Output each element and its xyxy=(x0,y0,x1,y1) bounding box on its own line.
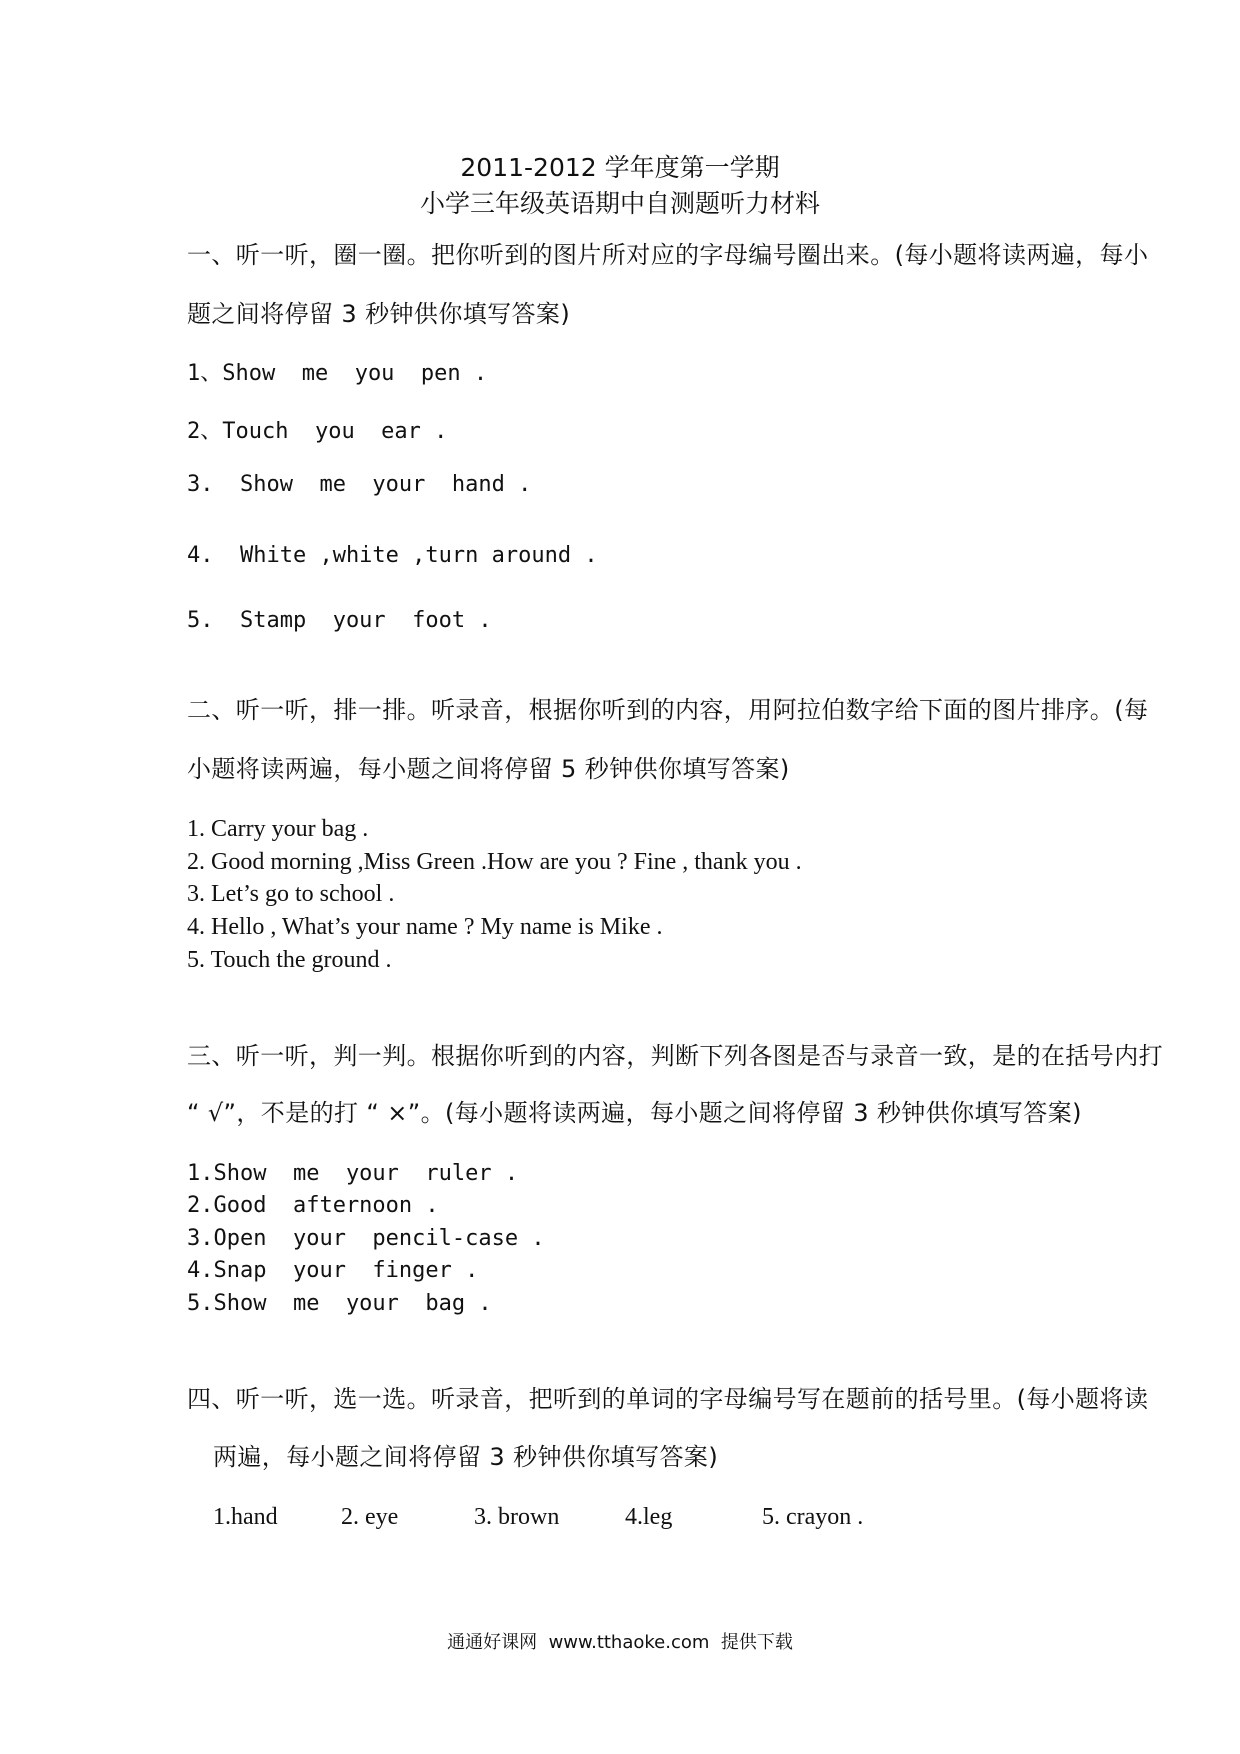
document-title-main: 小学三年级英语期中自测题听力材料 xyxy=(419,189,820,218)
list-item: 4. White ,white ,turn around . xyxy=(187,543,598,568)
list-item: 1.Show me your ruler . xyxy=(187,1161,519,1186)
section-2-instruction-cont: 小题将读两遍，每小题之间将停留 5 秒钟供你填写答案) xyxy=(187,755,790,783)
list-item: 3. Let’s go to school . xyxy=(187,881,395,907)
page-footer: 通通好课网 www.tthaoke.com 提供下载 xyxy=(447,1632,793,1653)
word-option: 2. eye xyxy=(341,1504,399,1530)
section-3-instruction-cont: “ √”，不是的打 “ ×”。(每小题将读两遍，每小题之间将停留 3 秒钟供你填写答案) xyxy=(187,1099,1082,1127)
section-4-instruction: 四、听一听，选一选。听录音，把听到的单词的字母编号写在题前的括号里。(每小题将读 xyxy=(187,1385,1149,1413)
section-3-instruction: 三、听一听，判一判。根据你听到的内容，判断下列各图是否与录音一致，是的在括号内打 xyxy=(187,1042,1163,1070)
list-item: 5. Stamp your foot . xyxy=(187,608,492,633)
document-title-year: 2011-2012 学年度第一学期 xyxy=(460,153,780,182)
list-item: 2.Good afternoon . xyxy=(187,1193,439,1218)
list-item: 2、Touch you ear . xyxy=(187,419,448,444)
list-item: 3. Show me your hand . xyxy=(187,472,532,497)
list-item: 1、Show me you pen . xyxy=(187,361,488,386)
list-item: 5. Touch the ground . xyxy=(187,947,392,973)
list-item: 1. Carry your bag . xyxy=(187,816,369,842)
section-1-instruction-cont: 题之间将停留 3 秒钟供你填写答案) xyxy=(187,300,571,328)
word-option: 4.leg xyxy=(625,1504,673,1530)
list-item: 3.Open your pencil-case . xyxy=(187,1226,545,1251)
section-1-instruction: 一、听一听，圈一圈。把你听到的图片所对应的字母编号圈出来。(每小题将读两遍，每小 xyxy=(187,241,1149,269)
word-option: 5. crayon . xyxy=(762,1504,864,1530)
list-item: 2. Good morning ,Miss Green .How are you ? Fine , thank you . xyxy=(187,849,802,875)
list-item: 4.Snap your finger . xyxy=(187,1258,479,1283)
list-item: 4. Hello , What’s your name ? My name is Mike . xyxy=(187,914,663,940)
section-2-instruction: 二、听一听，排一排。听录音，根据你听到的内容，用阿拉伯数字给下面的图片排序。(每 xyxy=(187,696,1149,724)
list-item: 5.Show me your bag . xyxy=(187,1291,492,1316)
section-4-instruction-cont: 两遍，每小题之间将停留 3 秒钟供你填写答案) xyxy=(213,1443,719,1471)
word-option: 1.hand xyxy=(213,1504,278,1530)
word-option: 3. brown xyxy=(474,1504,560,1530)
